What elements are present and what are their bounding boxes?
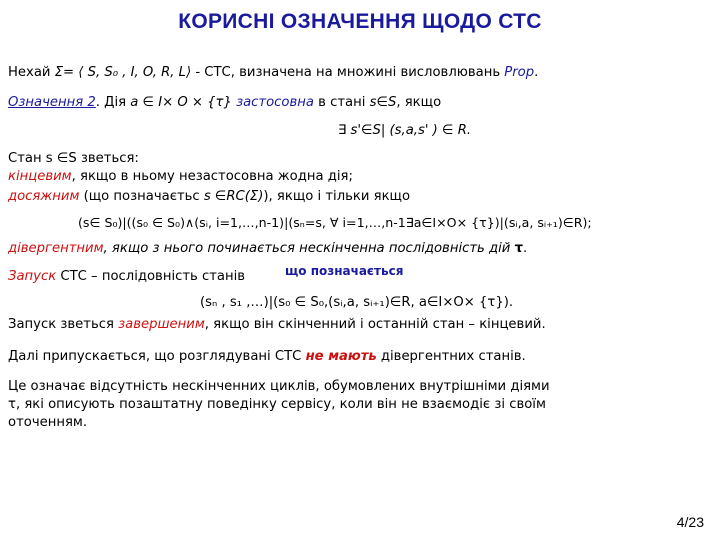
line-9 xyxy=(8,268,245,286)
text: ), якщо і тільки якщо xyxy=(263,189,411,204)
text: Запуск зветься xyxy=(8,317,119,332)
text: - СТС, визначена на множині висловлювань xyxy=(191,65,505,80)
text: Далі припускається, що розглядувані СТС xyxy=(8,349,306,364)
line-14: τ, які описують позаштатну поведінку сервісу, коли він не взаємодіє зі своїм xyxy=(8,397,546,412)
text: , якщо він скінченний і останній стан – кінцевий. xyxy=(204,317,546,332)
state-formula: s∈S xyxy=(369,95,397,110)
denoted-note: що позначається xyxy=(285,264,404,278)
line-1 xyxy=(8,64,538,82)
text: СТС – послідовність станів xyxy=(56,269,246,284)
line-4: Стан s ∈S зветься: xyxy=(8,151,139,166)
line-10-formula: (sₙ , s₁ ,…)|(s₀ ∈ S₀,(sᵢ,a, sᵢ₊₁)∈R, a∈I×O× {τ}). xyxy=(200,295,514,310)
page-number: 4/23 xyxy=(676,514,704,530)
divergent-term: дівергентним xyxy=(8,241,104,256)
text: . Дія xyxy=(95,95,131,110)
tau-symbol: τ xyxy=(514,241,523,256)
line-7-formula: (s∈ S₀)|((s₀ ∈ S₀)∧(sᵢ, i=1,…,n-1)|(sₙ=s, ∀ i=1,…,n-1∃a∈I×O× {τ})|(sᵢ,a, sᵢ₊₁)∈R); xyxy=(78,215,592,230)
line-13: Це означає відсутність нескінченних циклів, обумовлених внутрішніми діями xyxy=(8,379,550,394)
line-3-formula: ∃ s'∈S| (s,a,s' ) ∈ R. xyxy=(338,123,472,138)
line-5 xyxy=(8,168,353,186)
line-15: оточенням. xyxy=(8,415,88,430)
tuple-definition: Σ= ⟨ S, S₀ , I, O, R, L⟩ xyxy=(54,65,192,80)
rc-formula: s ∈RC(Σ) xyxy=(203,189,264,204)
text: , якщо з нього починається нескінченна послідовність дій xyxy=(103,241,515,256)
text: дівергентних станів. xyxy=(376,349,526,364)
slide-title: КОРИСНІ ОЗНАЧЕННЯ ЩОДО СТС xyxy=(178,10,542,33)
text: . xyxy=(522,241,528,256)
reachable-term: досяжним xyxy=(8,189,80,204)
final-term: кінцевим xyxy=(8,169,72,184)
definition-label: Означення 2 xyxy=(8,95,96,110)
text: , якщо xyxy=(396,95,442,110)
line-6 xyxy=(8,188,410,206)
line-11 xyxy=(8,316,546,334)
text: , якщо в ньому незастосовна жодна дія; xyxy=(71,169,353,184)
line-2 xyxy=(8,94,441,112)
line-8 xyxy=(8,240,527,258)
completed-term: завершеним xyxy=(118,317,205,332)
text: в стані xyxy=(313,95,370,110)
prop-term: Prop xyxy=(504,65,535,80)
line-12 xyxy=(8,348,526,366)
action-formula: a ∈ I× O × {τ} xyxy=(130,95,232,110)
text: Нехай xyxy=(8,65,55,80)
not-have-term: не мають xyxy=(305,349,377,364)
text: (що позначаєтьс xyxy=(79,189,204,204)
run-term: Запуск xyxy=(8,269,57,284)
applicable-term: застосовна xyxy=(236,95,314,110)
text: . xyxy=(534,65,539,80)
